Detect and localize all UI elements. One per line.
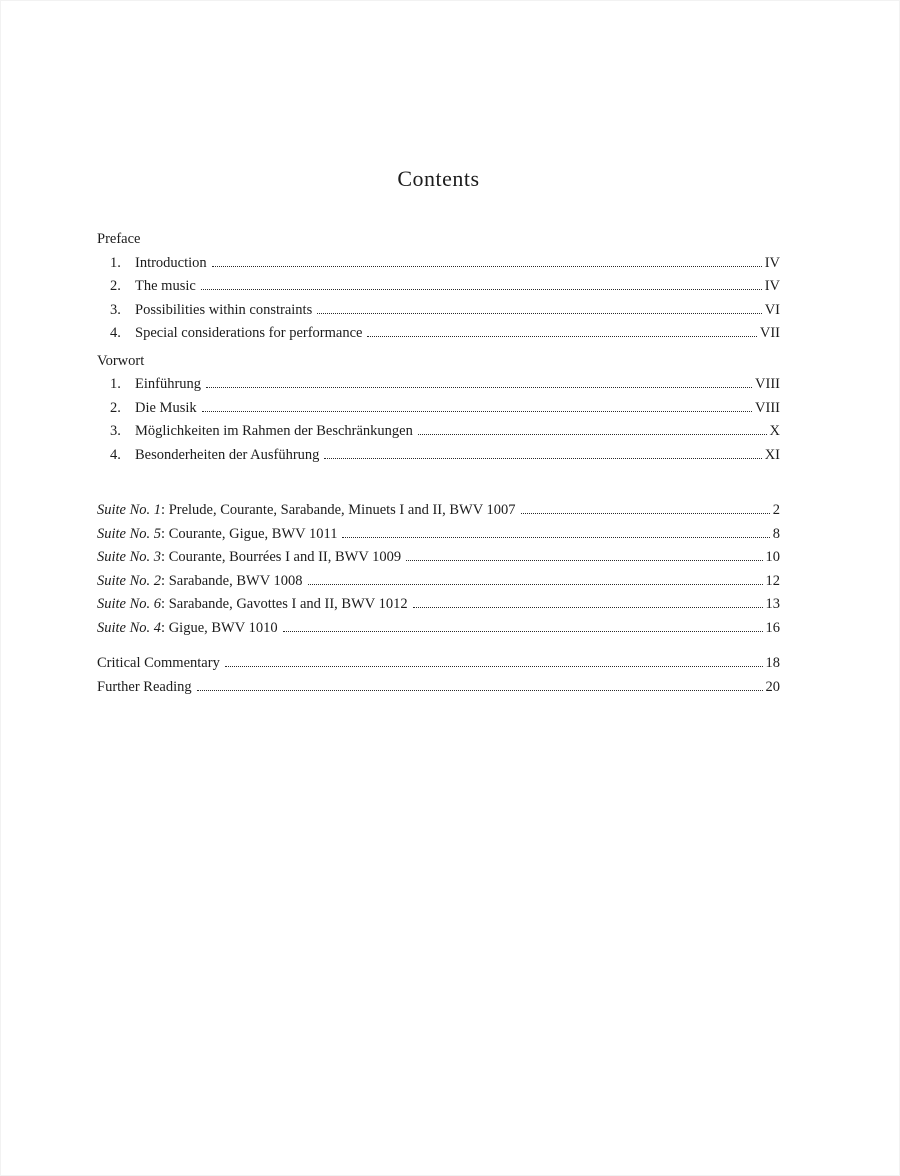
- toc-entry-page: VI: [764, 301, 780, 318]
- toc-entry-label: Critical Commentary: [97, 655, 220, 671]
- dot-leader: [418, 434, 767, 435]
- toc-entry: [97, 275, 780, 299]
- dot-leader: [212, 266, 762, 267]
- dot-leader: [413, 607, 763, 608]
- suite-title-prefix: Suite No. 5: [97, 525, 162, 542]
- toc-content: [97, 0, 780, 699]
- toc-entry-page: VIII: [755, 376, 780, 392]
- suite-title-prefix: Suite No. 4: [97, 619, 162, 636]
- toc-entry-suite: [97, 617, 780, 641]
- toc-entry-page: XI: [764, 446, 780, 463]
- suite-title-rest: : Gigue, BWV 1010: [161, 619, 278, 636]
- dot-leader: [317, 313, 761, 314]
- suite-title-prefix: Suite No. 6: [97, 596, 162, 612]
- toc-entry-page: 13: [765, 596, 780, 612]
- toc-entry-number: 3.: [110, 301, 121, 318]
- toc-entry-number: 1.: [110, 376, 121, 392]
- toc-entry-label: Möglichkeiten im Rahmen der Beschränkungen: [135, 423, 413, 439]
- dot-leader: [197, 690, 763, 691]
- toc-entry-label: Besonderheiten der Ausführung: [135, 446, 320, 463]
- suite-title-rest: : Prelude, Courante, Sarabande, Minuets I and II, BWV 1007: [161, 502, 516, 518]
- suite-title-rest: : Courante, Gigue, BWV 1011: [161, 525, 338, 542]
- section-vorwort: [97, 350, 780, 468]
- toc-entry-label: Einführung: [135, 376, 202, 392]
- dot-leader: [367, 336, 756, 337]
- toc-entry-number: 1.: [110, 254, 121, 271]
- suite-title-rest: : Sarabande, Gavottes I and II, BWV 1012: [161, 596, 408, 612]
- suite-title-rest: : Sarabande, BWV 1008: [161, 572, 303, 589]
- toc-entry: [97, 373, 780, 397]
- section-preface: [97, 228, 780, 346]
- suite-title-prefix: Suite No. 3: [97, 549, 162, 565]
- suite-title-rest: : Courante, Bourrées I and II, BWV 1009: [161, 549, 402, 565]
- toc-entry-page: IV: [764, 254, 780, 271]
- toc-entry: [97, 420, 780, 444]
- toc-entry-label: Introduction: [135, 254, 207, 271]
- toc-entry-page: 8: [772, 525, 780, 542]
- toc-entry-label: Possibilities within constraints: [135, 301, 313, 318]
- dot-leader: [283, 631, 763, 632]
- toc-entry-number: 3.: [110, 423, 121, 439]
- toc-entry-label: Special considerations for performance: [135, 325, 363, 341]
- dot-leader: [201, 289, 762, 290]
- toc-entry: [97, 397, 780, 421]
- dot-leader: [206, 387, 752, 388]
- section-back-matter: [97, 652, 780, 699]
- toc-entry-suite: [97, 570, 780, 594]
- toc-entry-page: 20: [765, 678, 780, 695]
- toc-entry-number: 2.: [110, 278, 121, 294]
- toc-entry: [97, 444, 780, 468]
- toc-entry-number: 4.: [110, 325, 121, 341]
- dot-leader: [342, 537, 769, 538]
- toc-entry-suite: [97, 499, 780, 523]
- toc-entry-number: 4.: [110, 446, 121, 463]
- dot-leader: [521, 513, 770, 514]
- dot-leader: [406, 560, 762, 561]
- suite-title-prefix: Suite No. 1: [97, 502, 162, 518]
- toc-entry-suite: [97, 546, 780, 570]
- section-heading-vorwort: Vorwort: [97, 352, 145, 369]
- toc-entry-suite: [97, 523, 780, 547]
- dot-leader: [324, 458, 761, 459]
- toc-entry: [97, 252, 780, 276]
- page-title: Contents: [397, 166, 480, 191]
- toc-entry-page: 12: [765, 572, 780, 589]
- toc-entry: [97, 299, 780, 323]
- toc-entry-page: 10: [765, 549, 780, 565]
- toc-entry-page: 16: [765, 619, 780, 636]
- toc-entry-label: Further Reading: [97, 678, 192, 695]
- toc-entry-page: 18: [765, 655, 780, 671]
- dot-leader: [202, 411, 752, 412]
- toc-entry-number: 2.: [110, 399, 121, 416]
- dot-leader: [225, 666, 763, 667]
- toc-entry-page: IV: [764, 278, 780, 294]
- toc-entry: [97, 652, 780, 676]
- toc-entry-page: VIII: [755, 399, 780, 416]
- dot-leader: [308, 584, 763, 585]
- toc-entry-page: 2: [772, 502, 780, 518]
- toc-entry-page: VII: [759, 325, 780, 341]
- toc-entry-label: The music: [135, 278, 196, 294]
- toc-entry-suite: [97, 593, 780, 617]
- toc-entry: [97, 322, 780, 346]
- section-heading-preface: Preface: [97, 231, 141, 247]
- toc-entry-label: Die Musik: [135, 399, 197, 416]
- toc-entry: [97, 676, 780, 700]
- section-suites: [97, 499, 780, 640]
- suite-title-prefix: Suite No. 2: [97, 572, 162, 589]
- toc-entry-page: X: [769, 423, 780, 439]
